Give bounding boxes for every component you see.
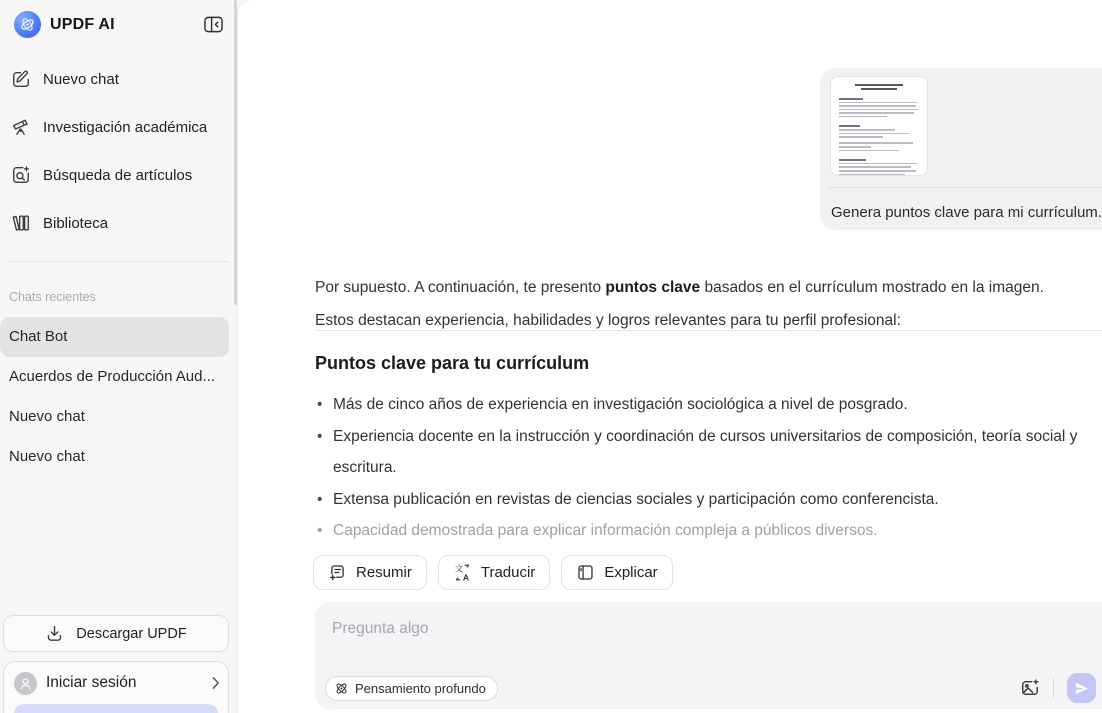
user-message-text: Genera puntos clave para mi currículum.: [831, 204, 1102, 221]
composer-divider: [1053, 678, 1054, 698]
app-title: UPDF AI: [50, 15, 115, 33]
composer: [315, 602, 1102, 709]
translate-label: Traducir: [480, 564, 536, 581]
assistant-intro-paragraph: [315, 271, 1077, 337]
recent-chats-header: Chats recientes: [9, 290, 96, 304]
sidebar-item-nuevo-chat[interactable]: [0, 64, 238, 94]
intro-text-pre: Por supuesto. A continuación, te presento: [315, 279, 606, 296]
login-card: [3, 661, 229, 713]
recent-chat-list: [0, 317, 238, 477]
sidebar-item-investigacion-academica[interactable]: [0, 112, 238, 142]
book-icon: [576, 563, 595, 582]
intro-text-bold: puntos clave: [605, 279, 701, 296]
library-icon: [11, 213, 31, 233]
summarize-button[interactable]: [313, 555, 427, 590]
sidebar-item-label: Biblioteca: [43, 214, 109, 232]
collapse-sidebar-icon: [203, 15, 224, 34]
svg-text:文: 文: [454, 564, 464, 575]
chat-main-panel: [238, 0, 1102, 713]
login-button[interactable]: [14, 670, 220, 696]
response-divider: [315, 330, 1102, 331]
message-card-divider: [828, 187, 1102, 188]
send-button[interactable]: [1067, 673, 1096, 703]
chevron-right-icon: [211, 676, 220, 690]
sidebar-divider: [7, 261, 229, 262]
prompt-input[interactable]: [332, 620, 932, 638]
svg-text:A: A: [462, 572, 470, 582]
document-search-icon: [11, 165, 31, 185]
updf-logo-icon: [14, 11, 41, 38]
app-logo: [14, 11, 115, 38]
resume-attachment-thumbnail[interactable]: [830, 76, 928, 176]
download-updf-label: Descargar UPDF: [76, 625, 187, 642]
sidebar-item-label: Búsqueda de artículos: [43, 166, 193, 184]
chat-item-acuerdos[interactable]: Acuerdos de Producción Aud...: [9, 368, 215, 385]
telescope-icon: [11, 117, 31, 137]
intro-text-post: basados en el currículum mostrado en la imagen. Estos destacan experiencia, habilidades y logros relevantes para tu perfil profesional:: [315, 279, 1044, 329]
key-point-item: • Más de cinco años de experiencia en investigación sociológica a nivel de posgrado.: [315, 389, 1085, 421]
summarize-label: Resumir: [356, 564, 412, 581]
atom-icon: [334, 681, 349, 696]
sidebar-item-label: Investigación académica: [43, 118, 208, 136]
download-icon: [45, 624, 64, 643]
chat-item-nuevo-chat-2[interactable]: Nuevo chat: [9, 448, 85, 465]
sidebar-item-biblioteca[interactable]: [0, 208, 238, 238]
summarize-icon: [328, 563, 347, 582]
sidebar-item-label: Nuevo chat: [43, 70, 119, 88]
chat-item-nuevo-chat-1[interactable]: Nuevo chat: [9, 408, 85, 425]
key-point-item-faded: • Capacidad demostrada para explicar información compleja a públicos diversos.: [315, 515, 1085, 547]
upgrade-button[interactable]: [14, 704, 218, 713]
sidebar: [0, 0, 238, 713]
collapse-sidebar-button[interactable]: [201, 13, 225, 35]
key-point-item: • Experiencia docente en la instrucción y coordinación de cursos universitarios de composición, teoría social y escritura.: [315, 421, 1085, 484]
compose-icon: [11, 69, 31, 89]
user-message-card: [820, 68, 1102, 230]
chat-item-chat-bot[interactable]: Chat Bot: [0, 317, 229, 357]
sidebar-item-busqueda-de-articulos[interactable]: [0, 160, 238, 190]
sidebar-scrollbar-thumb[interactable]: [234, 0, 237, 305]
login-label: Iniciar sesión: [46, 674, 137, 691]
image-plus-icon: [1020, 678, 1040, 698]
response-heading: Puntos clave para tu currículum: [315, 353, 590, 373]
download-updf-button[interactable]: [3, 615, 229, 652]
translate-button[interactable]: [438, 555, 550, 590]
deep-thinking-toggle[interactable]: [325, 676, 498, 701]
explain-label: Explicar: [604, 564, 658, 581]
send-icon: [1074, 681, 1089, 696]
translate-icon: [453, 563, 472, 582]
explain-button[interactable]: [561, 555, 672, 590]
quick-actions-row: [313, 555, 673, 590]
key-points-list: [315, 389, 1085, 547]
user-avatar-icon: [14, 672, 37, 695]
attach-image-button[interactable]: [1020, 678, 1040, 698]
deep-thinking-label: Pensamiento profundo: [355, 681, 486, 696]
composer-right-controls: [1020, 673, 1096, 703]
sidebar-nav: [0, 64, 238, 256]
key-point-item: • Extensa publicación en revistas de ciencias sociales y participación como conferencista.: [315, 484, 1085, 516]
